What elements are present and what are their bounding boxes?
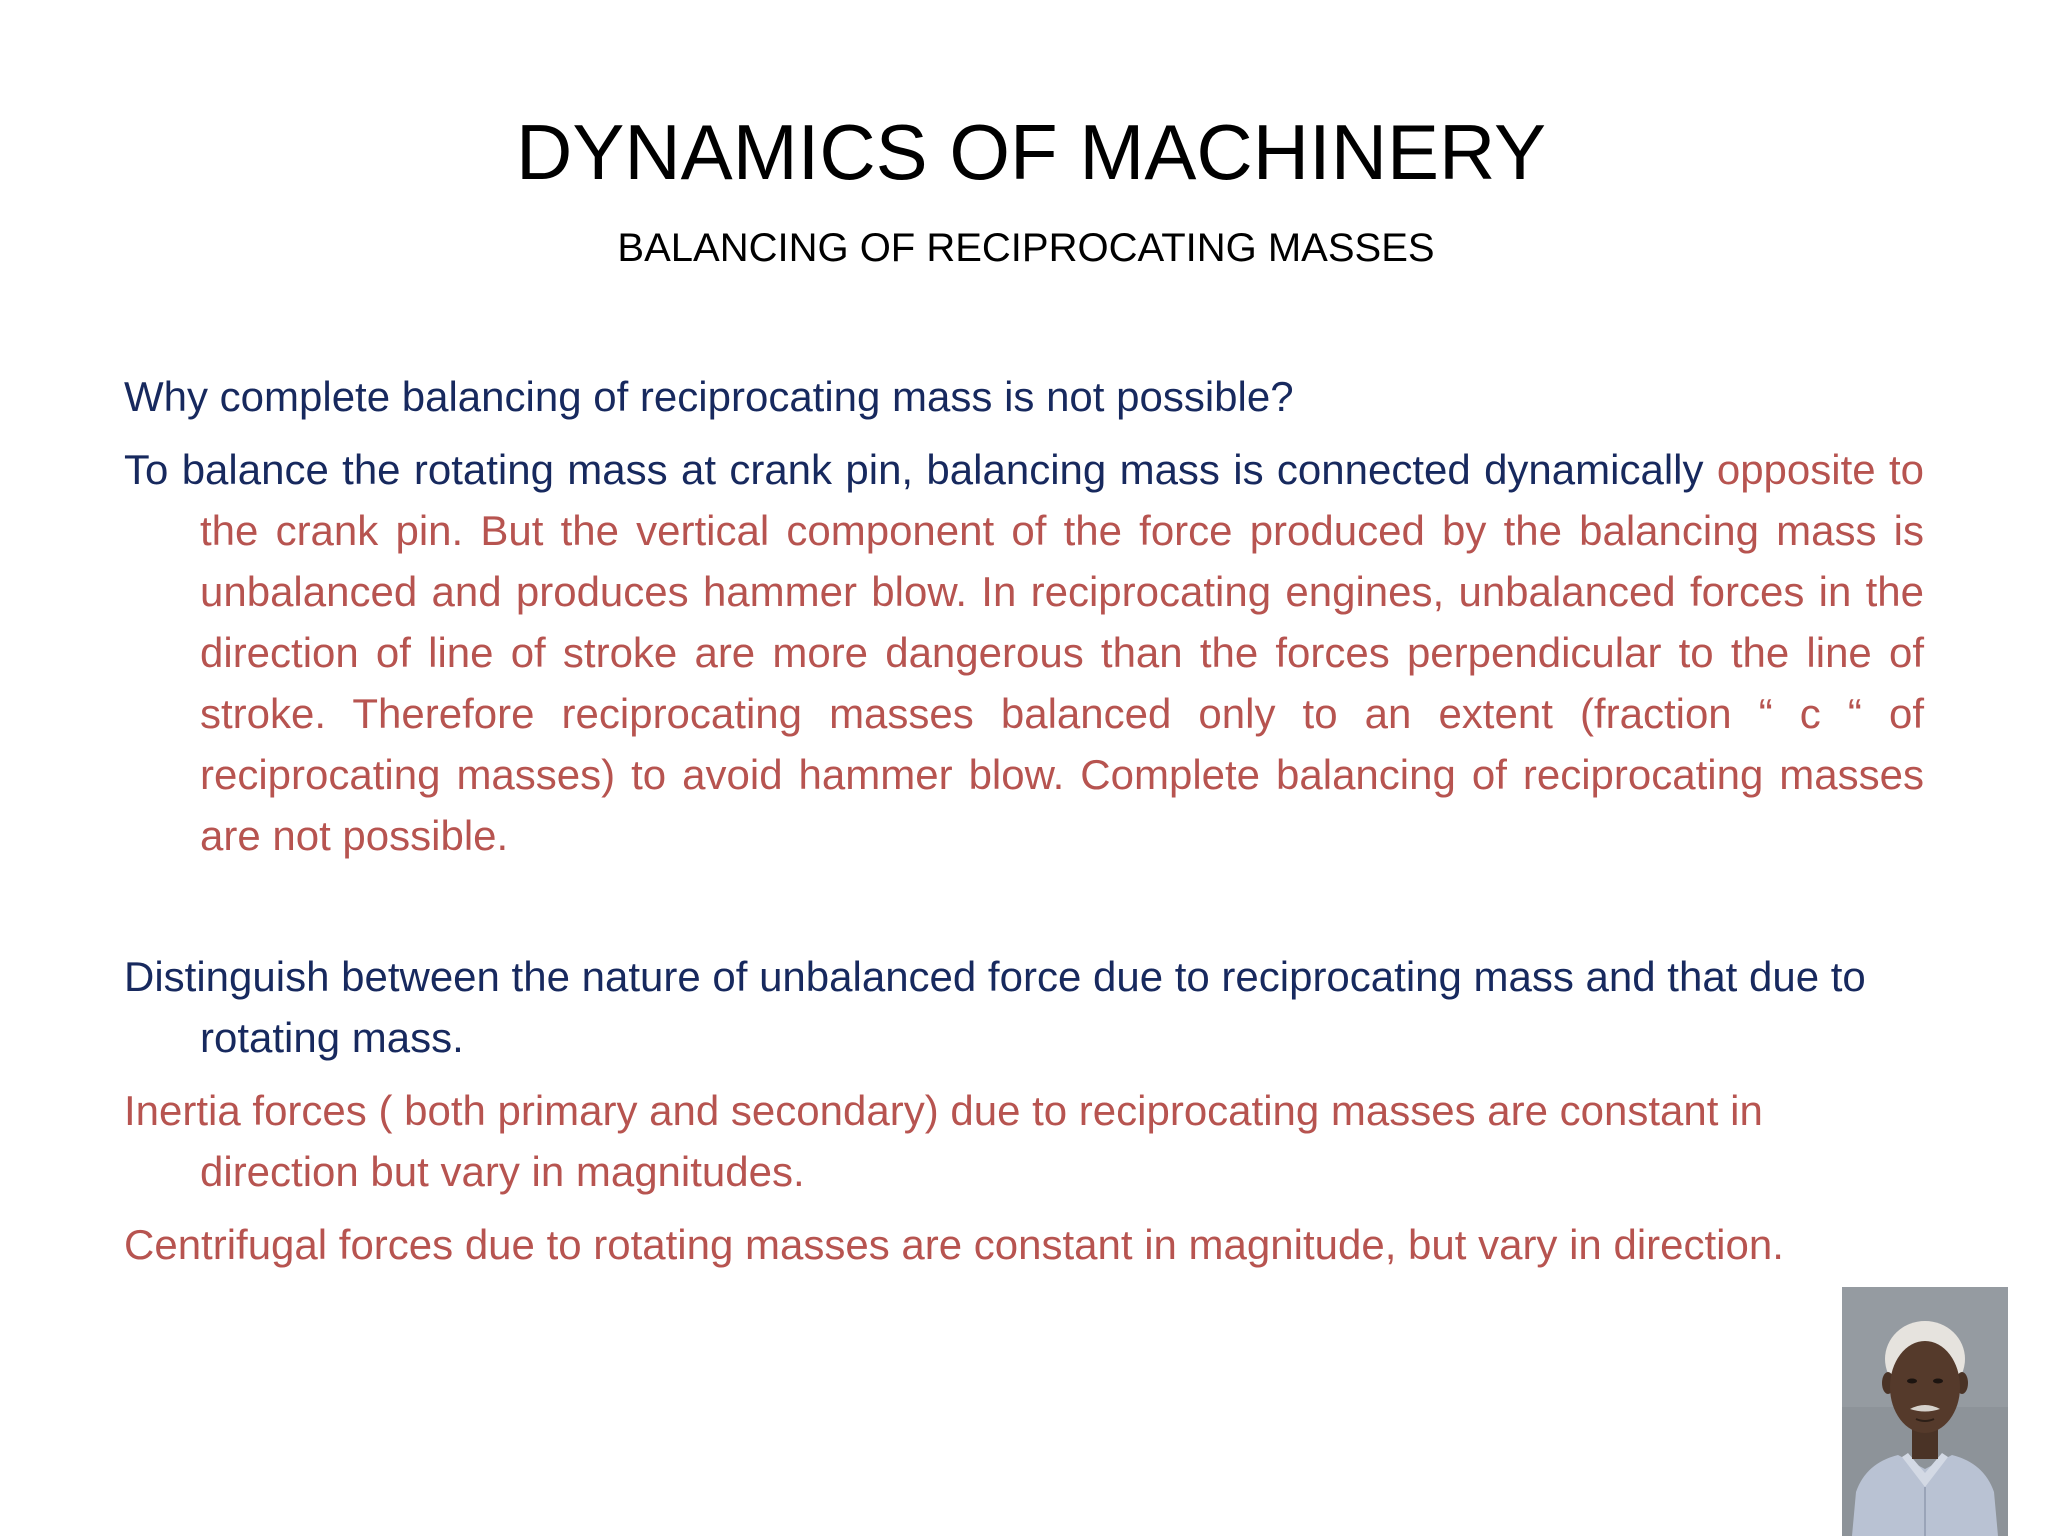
presenter-video-thumbnail — [1842, 1287, 2008, 1536]
answer-1 — [124, 439, 1924, 866]
question-1: Why complete balancing of reciprocating mass is not possible? — [124, 373, 1294, 420]
answer-1-lead: To balance the rotating mass at crank pin, balancing mass is connected dynamically — [124, 446, 1704, 493]
slide-content — [124, 366, 1924, 1275]
answer-1-rest: opposite to the crank pin. But the vertical component of the force produced by the balancing mass is unbalanced and produces hammer blow. In reciprocating engines, unbalanced forces in the direction of line of stroke are more dangerous than the forces perpendicular to the line of stroke. Therefore reciprocating masses balanced only to an extent (fraction “ c “ of reciprocating masses) to avoid hammer blow. Complete balancing of reciprocating masses are not possible. — [200, 446, 1924, 859]
presenter-image — [1842, 1287, 2008, 1536]
section-spacer — [124, 866, 1924, 946]
slide-subtitle: BALANCING OF RECIPROCATING MASSES — [617, 226, 1435, 270]
answer-2b: Centrifugal forces due to rotating masses are constant in magnitude, but vary in direction. — [124, 1221, 1784, 1268]
slide-title: DYNAMICS OF MACHINERY — [516, 108, 1546, 196]
answer-2a: Inertia forces ( both primary and secondary) due to reciprocating masses are constant in direction but vary in magnitudes. — [124, 1087, 1763, 1195]
question-2: Distinguish between the nature of unbalanced force due to reciprocating mass and that due to rotating mass. — [124, 953, 1866, 1061]
